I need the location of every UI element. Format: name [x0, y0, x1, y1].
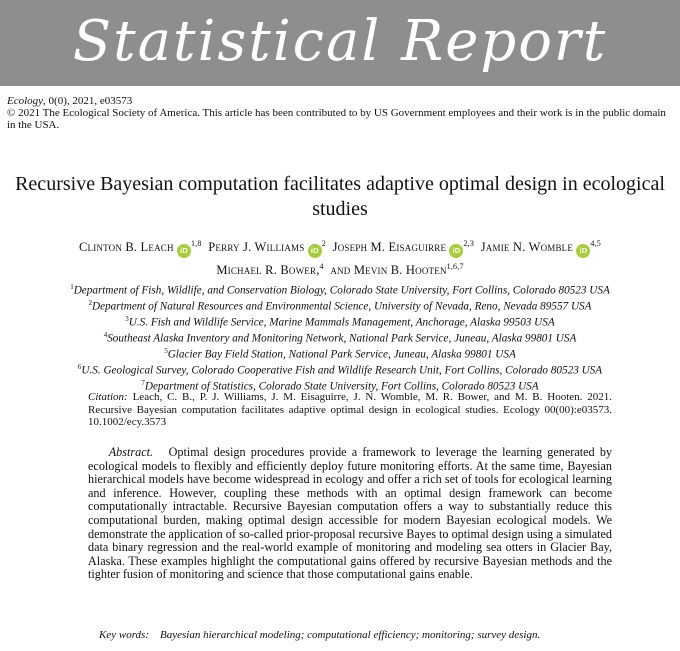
author: Joseph M. Eisaguirre	[332, 240, 447, 255]
affiliation-list	[10, 281, 670, 393]
citation-label: Citation:	[88, 391, 128, 403]
author: Michael R. Bower,	[216, 263, 320, 278]
author-affiliation-ref: 1,8	[191, 239, 202, 248]
author-affiliation-ref: 2	[321, 239, 326, 248]
keywords-label: Key words:	[99, 629, 150, 641]
author: and Mevin B. Hooten	[330, 263, 447, 278]
banner-title: Statistical Report	[72, 9, 608, 74]
affiliation: $^2$Department of Natural Resources and Environmental Science, University of Nevada, Reno, Nevada 89557 USA	[88, 299, 592, 313]
author: Clinton B. Leach	[78, 240, 174, 255]
volume-line: , 0(0), 2021, e03573	[43, 95, 133, 107]
orcid-icon[interactable]: iD	[576, 244, 590, 258]
citation-block	[88, 391, 612, 429]
author-affiliation-ref: 4,5	[590, 239, 602, 248]
orcid-icon[interactable]: iD	[308, 244, 322, 258]
author-affiliation-ref: 4	[319, 262, 324, 272]
keywords-block	[88, 629, 612, 642]
abstract-text: Optimal design procedures provide a framework to leverage the learning generated by ecological models to flexibly and efficiently deploy future monitoring efforts. At the same time, Bayesian hierarchical models have become widespread in ecology and offer a rich set of tools for ecological learning and inference. However, coupling these methods with an optimal design framework can become computationally intractable. Recursive Bayesian computation offers a way to substantially reduce this computational burden, making optimal design accessible for modern Bayesian ecological models. We demonstrate the application of so-called prior-proposal recursive Bayes to optimal design using a simulated data binary regression and the real-world example of monitoring and modeling sea otters in Glacier Bay, Alaska. These examples highlight the computational gains offered by recursive Bayesian methods and the tighter fusion of monitoring and science that those computational gains enable.	[88, 445, 613, 582]
journal-name: Ecology	[7, 95, 44, 107]
affiliation: $^6$U.S. Geological Survey, Colorado Cooperative Fish and Wildlife Research Unit, Fort Collins, Colorado 80523 USA	[77, 363, 603, 377]
author-affiliation-ref: 2,3	[463, 239, 475, 248]
affiliation: $^5$Glacier Bay Field Station, National Park Service, Juneau, Alaska 99801 USA	[164, 347, 516, 361]
orcid-icon[interactable]: iD	[449, 244, 463, 258]
author-list	[10, 235, 670, 279]
affiliation: $^3$U.S. Fish and Wildlife Service, Marine Mammals Management, Anchorage, Alaska 99503 USA	[125, 315, 555, 329]
article-title: Recursive Bayesian computation facilitates adaptive optimal design in ecological studies	[15, 173, 665, 220]
journal-line	[7, 95, 673, 107]
citation-text: Leach, C. B., P. J. Williams, J. M. Eisaguirre, J. N. Womble, M. R. Bower, and M. B. Hooten. 2021. Recursive Bayesian computation facilitates adaptive optimal design in ecological studies. Ecology 00(00):e03573. 10.1002/ecy.3573	[88, 391, 612, 428]
abstract-block	[88, 446, 612, 582]
affiliation: $^4$Southeast Alaska Inventory and Monitoring Network, National Park Service, Juneau, Alaska 99801 USA	[103, 331, 577, 345]
keywords-text: Bayesian hierarchical modeling; computational efficiency; monitoring; survey design.	[160, 629, 541, 641]
affiliation: $^7$Department of Statistics, Colorado State University, Fort Collins, Colorado 80523 USA	[141, 379, 539, 393]
journal-banner	[0, 0, 680, 86]
affiliation: $^1$Department of Fish, Wildlife, and Conservation Biology, Colorado State University, Fort Collins, Colorado 80523 USA	[70, 283, 610, 297]
author-affiliation-ref: 1,6,7	[446, 262, 464, 272]
publication-meta	[7, 95, 673, 131]
orcid-icon[interactable]: iD	[177, 244, 191, 258]
author: Perry J. Williams	[208, 240, 305, 255]
copyright-notice: © 2021 The Ecological Society of America. This article has been contributed to by US Government employees and their work is in the public domain in the USA.	[7, 107, 666, 131]
abstract-label: Abstract.	[108, 445, 154, 459]
author: Jamie N. Womble	[480, 240, 574, 255]
